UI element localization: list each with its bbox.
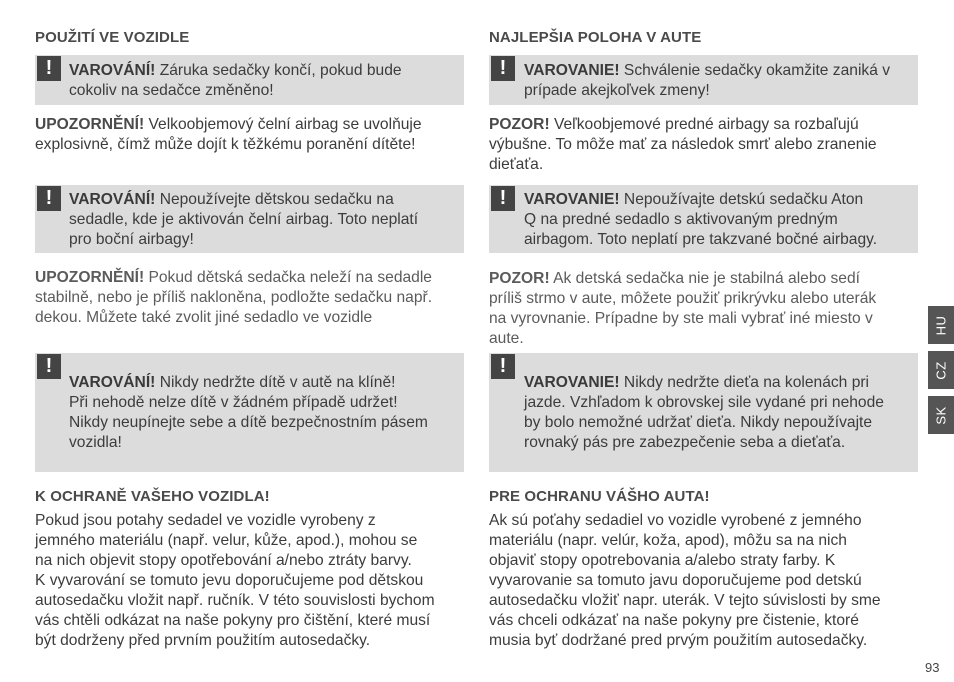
warning-icon: ! xyxy=(37,354,61,379)
cz-protect-line: autosedačku vložit např. ručník. V této souvislosti bychom xyxy=(35,592,435,609)
cz-heading-protect: K OCHRANĚ VAŠEHO VOZIDLA! xyxy=(35,488,270,505)
warning-icon: ! xyxy=(491,56,515,81)
cz-notice-text: stabilně, nebo je příliš nakloněna, podložte sedačku např. xyxy=(35,289,433,306)
cz-protect-paragraph xyxy=(35,511,435,651)
sk-warning-label: VAROVANIE! xyxy=(524,62,620,79)
cz-warning-label: VAROVÁNÍ! xyxy=(69,62,156,79)
sk-warning-text: jazde. Vzhľadom k obrovskej sile vydané pri nehode xyxy=(524,394,884,411)
sk-notice-text: na vyrovnanie. Prípadne by ste mali vybrať iné miesto v xyxy=(489,310,873,327)
cz-warning-box-2 xyxy=(35,185,464,253)
sk-warning-box-1 xyxy=(489,55,918,105)
cz-notice-label: UPOZORNĚNÍ! xyxy=(35,116,145,133)
language-tab-sk xyxy=(928,396,954,434)
language-tab-label: HU xyxy=(933,315,949,335)
sk-warning-text: rovnaký pás pre zabezpečenie seba a dieťaťa. xyxy=(524,434,846,451)
sk-warning-text: Q na predné sedadlo s aktivovaným predným xyxy=(524,211,838,228)
cz-warning-text: Nepoužívejte dětskou sedačku na xyxy=(155,191,394,208)
sk-warning-box-3 xyxy=(489,353,918,472)
warning-icon: ! xyxy=(37,186,61,211)
cz-warning-text: Záruka sedačky končí, pokud bude xyxy=(155,62,402,79)
sk-notice-text: Ak detská sedačka nie je stabilná alebo sedí xyxy=(549,270,860,287)
sk-notice-text: príliš strmo v aute, môžete použiť prikrývku alebo uterák xyxy=(489,290,877,307)
warning-icon: ! xyxy=(491,186,515,211)
cz-protect-line: vás chtěli odkázat na naše pokyny pro čištění, které musí xyxy=(35,612,431,629)
cz-notice-2 xyxy=(35,268,432,328)
sk-notice-label: POZOR! xyxy=(489,116,550,133)
cz-protect-line: být dodrženy před prvním použitím autosedačky. xyxy=(35,632,371,649)
language-tab-label: CZ xyxy=(933,360,949,380)
cz-protect-line: K vyvarování se tomuto jevu doporučujeme pod dětskou xyxy=(35,572,424,589)
sk-warning-label: VAROVANIE! xyxy=(524,374,620,391)
sk-notice-text: výbušne. To môže mať za následok smrť alebo zranenie xyxy=(489,136,877,153)
cz-warning-text: Nikdy nedržte dítě v autě na klíně! xyxy=(155,374,396,391)
language-tab-hu xyxy=(928,306,954,344)
cz-protect-line: Pokud jsou potahy sedadel ve vozidle vyrobeny z xyxy=(35,512,376,529)
sk-heading-use: NAJLEPŠIA POLOHA V AUTE xyxy=(489,29,702,46)
sk-warning-box-2 xyxy=(489,185,918,253)
cz-warning-text: cokoliv na sedačce změněno! xyxy=(69,82,274,99)
cz-warning-text: Při nehodě nelze dítě v žádném případě udržet! xyxy=(69,394,398,411)
sk-protect-line: objaviť stopy opotrebovania a/alebo straty farby. K xyxy=(489,552,836,569)
cz-warning-label: VAROVÁNÍ! xyxy=(69,191,156,208)
sk-notice-text: Veľkoobjemové predné airbagy sa rozbaľujú xyxy=(549,116,859,133)
cz-warning-label: VAROVÁNÍ! xyxy=(69,374,156,391)
sk-warning-label: VAROVANIE! xyxy=(524,191,620,208)
page-number: 93 xyxy=(925,660,940,675)
cz-warning-text: sedadle, kde je aktivován čelní airbag. Toto neplatí xyxy=(69,211,419,228)
sk-notice-text: dieťaťa. xyxy=(489,156,544,173)
sk-protect-line: materiálu (napr. velúr, koža, apod), môžu sa na nich xyxy=(489,532,847,549)
cz-warning-box-1 xyxy=(35,55,464,105)
sk-protect-line: vás chceli odkázať na naše pokyny pre čistenie, ktoré xyxy=(489,612,859,629)
cz-warning-text: vozidla! xyxy=(69,434,122,451)
cz-warning-text: pro boční airbagy! xyxy=(69,231,194,248)
cz-protect-line: jemného materiálu (např. velur, kůže, apod.), mohou se xyxy=(35,532,418,549)
sk-protect-line: autosedačku vložiť napr. uterák. V tejto súvislosti by sme xyxy=(489,592,881,609)
language-tab-cz xyxy=(928,351,954,389)
sk-notice-2 xyxy=(489,269,876,349)
sk-notice-1 xyxy=(489,115,877,175)
sk-warning-text: Nikdy nedržte dieťa na kolenách pri xyxy=(619,374,870,391)
cz-warning-text: Nikdy neupínejte sebe a dítě bezpečnostním pásem xyxy=(69,414,428,431)
sk-protect-line: musia byť dodržané pred prvým použitím autosedačky. xyxy=(489,632,868,649)
sk-notice-label: POZOR! xyxy=(489,270,550,287)
cz-heading-use: POUŽITÍ VE VOZIDLE xyxy=(35,29,190,46)
sk-warning-text: by bolo nemožné udržať dieťa. Nikdy nepoužívajte xyxy=(524,414,873,431)
cz-notice-1 xyxy=(35,115,422,155)
cz-warning-box-3 xyxy=(35,353,464,472)
language-tab-label: SK xyxy=(933,405,949,425)
warning-icon: ! xyxy=(37,56,61,81)
cz-notice-label: UPOZORNĚNÍ! xyxy=(35,269,145,286)
sk-heading-protect: PRE OCHRANU VÁŠHO AUTA! xyxy=(489,488,710,505)
cz-notice-text: explosivně, čímž může dojít k těžkému poranění dítěte! xyxy=(35,136,416,153)
sk-notice-text: aute. xyxy=(489,330,524,347)
cz-protect-line: na nich objevit stopy opotřebování a/nebo ztráty barvy. xyxy=(35,552,412,569)
cz-notice-text: Velkoobjemový čelní airbag se uvolňuje xyxy=(144,116,422,133)
sk-warning-text: airbagom. Toto neplatí pre takzvané bočné airbagy. xyxy=(524,231,878,248)
sk-warning-text: Nepoužívajte detskú sedačku Aton xyxy=(619,191,864,208)
cz-notice-text: dekou. Můžete také zvolit jiné sedadlo ve vozidle xyxy=(35,309,373,326)
cz-notice-text: Pokud dětská sedačka neleží na sedadle xyxy=(144,269,432,286)
sk-warning-text: Schválenie sedačky okamžite zaniká v xyxy=(619,62,891,79)
sk-protect-line: vyvarovanie sa tomuto javu doporučujeme pod detskú xyxy=(489,572,862,589)
sk-warning-text: prípade akejkoľvek zmeny! xyxy=(524,82,710,99)
warning-icon: ! xyxy=(491,354,515,379)
sk-protect-line: Ak sú poťahy sedadiel vo vozidle vyrobené z jemného xyxy=(489,512,862,529)
sk-protect-paragraph xyxy=(489,511,881,651)
